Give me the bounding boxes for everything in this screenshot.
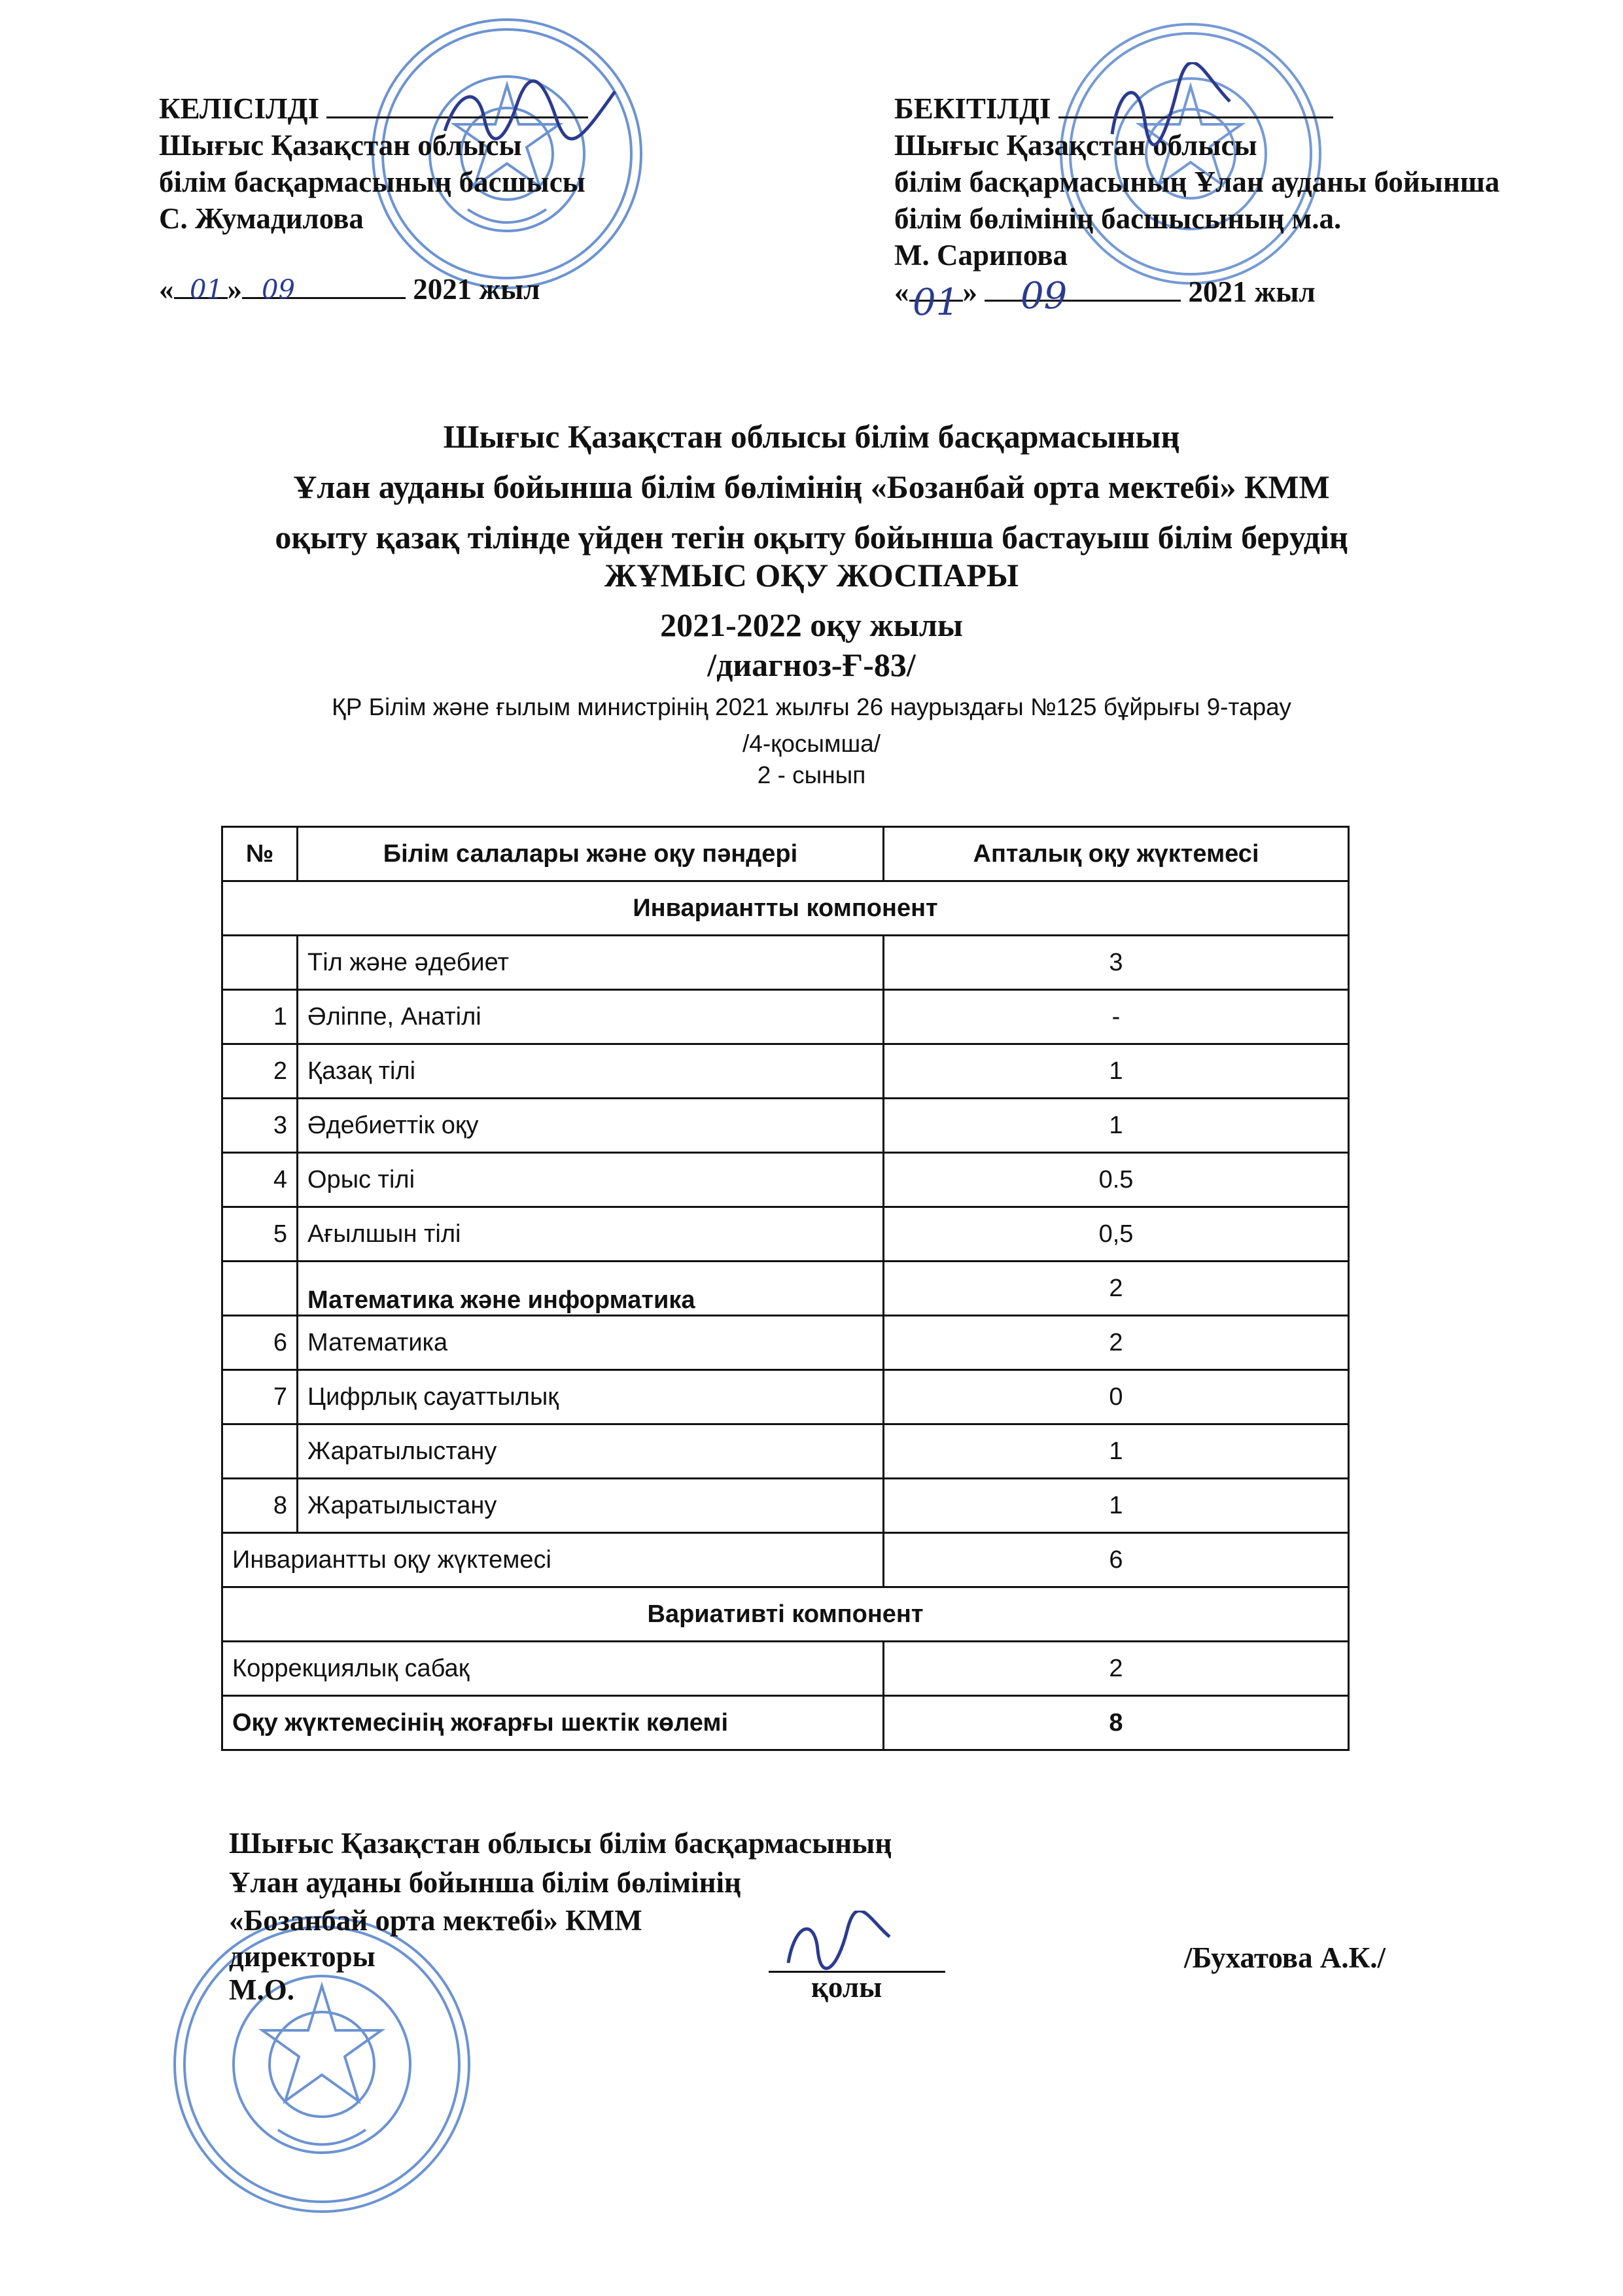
approval-left-year: 2021 жыл xyxy=(413,273,540,306)
title-line7: ҚР Білім және ғылым министрінің 2021 жылғы 26 наурыздағы №125 бұйрығы 9-тарау xyxy=(332,694,1291,720)
table-row: 2 Қазақ тілі 1 xyxy=(222,1044,1349,1099)
correction-row xyxy=(222,1642,1349,1696)
table-row: 3 Әдебиеттік оқу 1 xyxy=(222,1099,1349,1153)
table-row: Тіл және әдебиет 3 xyxy=(222,936,1349,990)
approval-left-hw-month: 09 xyxy=(262,275,295,305)
approval-right-org-line1: Шығыс Қазақстан облысы xyxy=(894,129,1257,162)
footer-line4: директоры xyxy=(229,1940,375,1973)
title-line9: 2 - сынып xyxy=(757,762,866,788)
footer-line3: «Бозанбай орта мектебі» КММ xyxy=(229,1904,642,1937)
title-line1: Шығыс Қазақстан облысы білім басқармасының xyxy=(443,418,1180,455)
approval-right-person: М. Сарипова xyxy=(894,239,1068,272)
approval-left-hw-day: 01 xyxy=(190,275,223,305)
table-row: 5 Ағылшын тілі 0,5 xyxy=(222,1207,1349,1262)
signature-director-icon xyxy=(778,1911,896,1976)
section-row xyxy=(222,1587,1349,1642)
signature-left-icon xyxy=(432,65,628,164)
table-row: 1 Әліппе, Анатілі - xyxy=(222,990,1349,1044)
table-header-row xyxy=(222,827,1349,881)
table-row: 4 Орыс тілі 0.5 xyxy=(222,1153,1349,1207)
table-row: 7 Цифрлық сауаттылық 0 xyxy=(222,1370,1349,1424)
header-load: Апталық оқу жүктемесі xyxy=(884,827,1349,881)
header-subject: Білім салалары және оқу пәндері xyxy=(298,827,884,881)
approval-left-org-line1: Шығыс Қазақстан облысы xyxy=(159,129,522,162)
correction-label: Коррекциялық сабақ xyxy=(222,1642,884,1696)
sign-label: қолы xyxy=(811,1971,882,2004)
invariant-total-value: 6 xyxy=(884,1533,1349,1587)
title-line2: Ұлан ауданы бойынша білім бөлімінің «Бозанбай орта мектебі» КММ xyxy=(293,468,1330,505)
title-line3: оқыту қазақ тілінде үйден тегін оқыту бойынша бастауыш білім берудің xyxy=(275,519,1348,556)
max-load-row xyxy=(222,1696,1349,1750)
correction-value: 2 xyxy=(884,1642,1349,1696)
title-line6: /диагноз-Ғ-83/ xyxy=(707,646,916,683)
table-row: Жаратылыстану 1 xyxy=(222,1424,1349,1479)
section-variative: Вариативті компонент xyxy=(222,1587,1349,1642)
approval-left: КЕЛІСІЛДІ Шығыс Қазақстан облысы білім басқармасының басшысы С. Жумадилова « » 2021 жыл xyxy=(159,90,588,308)
table-row: 8 Жаратылыстану 1 xyxy=(222,1479,1349,1533)
approval-right-hw-day: 01 xyxy=(913,281,960,324)
invariant-total-label: Инвариантты оқу жүктемесі xyxy=(222,1533,884,1587)
footer-line5: М.О. xyxy=(229,1973,294,2006)
table-row: 6 Математика 2 xyxy=(222,1316,1349,1370)
footer-line2: Ұлан ауданы бойынша білім бөлімінің xyxy=(229,1866,741,1899)
approval-right-org-line3: білім бөлімінің басшысының м.а. xyxy=(894,202,1342,235)
invariant-total-row xyxy=(222,1533,1349,1587)
header-num: № xyxy=(222,827,298,881)
approval-left-person: С. Жумадилова xyxy=(159,202,364,235)
section-row xyxy=(222,881,1349,936)
director-name: /Бухатова А.К./ xyxy=(1184,1941,1386,1974)
approval-left-heading: КЕЛІСІЛДІ xyxy=(159,92,320,125)
max-load-value: 8 xyxy=(884,1696,1349,1750)
approval-right-year: 2021 жыл xyxy=(1188,275,1316,308)
approval-right: БЕКІТІЛДІ Шығыс Қазақстан облысы білім басқармасының Ұлан ауданы бойынша білім бөлімінің басшысының м.а. М. Сарипова « » 2021 жыл xyxy=(894,92,1500,308)
signature-right-icon xyxy=(1099,62,1243,154)
approval-right-org-line2: білім басқармасының Ұлан ауданы бойынша xyxy=(894,166,1500,198)
curriculum-table xyxy=(221,826,1350,1751)
title-line8: /4-қосымша/ xyxy=(742,730,881,757)
approval-right-hw-month: 09 xyxy=(1021,275,1068,317)
max-load-label: Оқу жүктемесінің жоғарғы шектік көлемі xyxy=(222,1696,884,1750)
section-invariant: Инвариантты компонент xyxy=(222,881,1349,936)
approval-right-heading: БЕКІТІЛДІ xyxy=(894,92,1051,125)
title-line4: ЖҰМЫС ОҚУ ЖОСПАРЫ xyxy=(604,557,1019,593)
approval-left-org-line2: білім басқармасының басшысы xyxy=(159,166,585,198)
table-row: Математика және информатика 2 xyxy=(222,1262,1349,1316)
title-line5: 2021-2022 оқу жылы xyxy=(660,607,963,643)
footer-line1: Шығыс Қазақстан облысы білім басқармасының xyxy=(229,1827,892,1860)
